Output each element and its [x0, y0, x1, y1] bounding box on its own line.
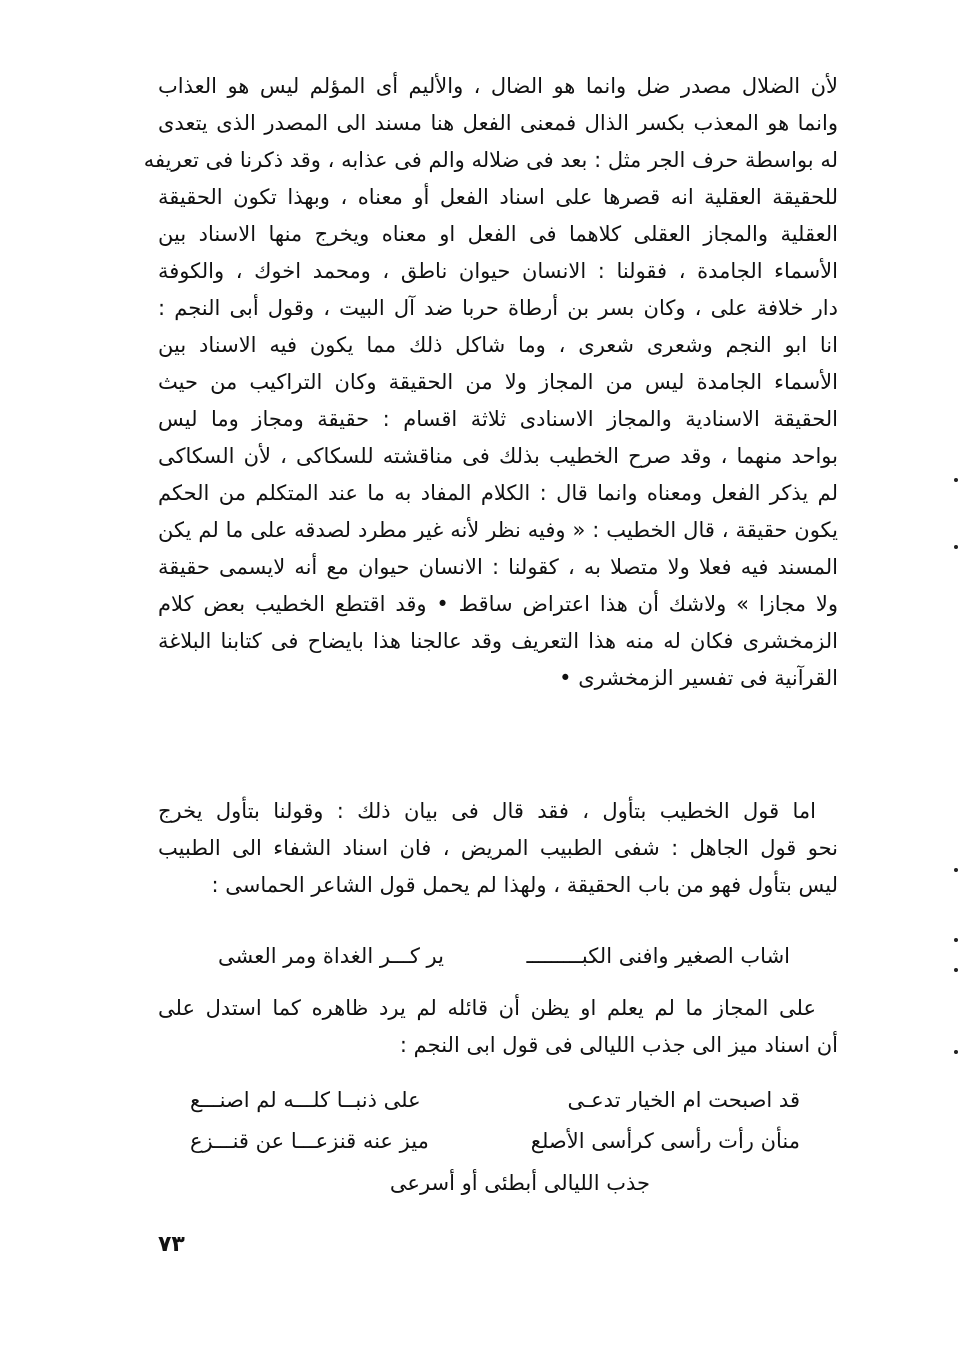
verse-2-line-2-first-hemistich: منأن رأت رأسى كرأسى الأصلع — [530, 1129, 800, 1153]
text-line: المسند فيه فعلا ولا متصلا به ، كقولنا : الانسان حيوان مع أنه لايسمى حقيقة — [158, 555, 838, 579]
text-line: ليس بتأول فهو من باب الحقيقة ، ولهذا لم يحمل قول الشاعر الحماسى : — [211, 873, 838, 897]
text-line: اما قول الخطيب بتأول ، فقد قال فى بيان ذلك : وقولنا بتأول يخرج — [158, 799, 816, 823]
text-line: لأن الضلال مصدر ضل وانما هو الضال ، والأليم أى المؤلم ليس هو العذاب — [158, 74, 838, 98]
text-line: القرآنية فى تفسير الزمخشرى • — [559, 666, 838, 690]
verse-1 — [150, 938, 790, 975]
text-line: الحقيقة الاسنادية والمجاز الاسنادى ثلاثة اقسام : حقيقة ومجاز وما ليس — [158, 407, 838, 431]
text-line: الزمخشرى فكان له منه هذا التعريف وقد عالجنا هذا بايضاح فى كتابنا البلاغة — [158, 629, 838, 653]
text-line: ولا مجازا » ولاشك أن هذا اعتراض ساقط • وقد اقتطع الخطيب بعض كلام — [158, 592, 838, 616]
text-line: انا ابو النجم وشعرى شعرى ، وما شاكل ذلك مما يكون فيه الاسناد بين — [158, 333, 838, 357]
verse-1-first-hemistich: اشاب الصغير وافنى الكبـــــــــ — [526, 944, 790, 968]
text-line: للحقيقة العقلية انه قصرها على اسناد الفعل أو معناه ، وبهذا تكون الحقيقة — [158, 185, 838, 209]
verse-2 — [150, 1082, 800, 1202]
text-line: أن اسناد ميز الى جذب الليالى فى قول ابى النجم : — [399, 1033, 838, 1057]
page-number: ٧٣ — [158, 1232, 185, 1257]
paragraph-1 — [143, 68, 838, 697]
text-line: لم يذكر الفعل ومعناه وانما قال : الكلام المفاد به ما عند المتكلم من الحكم — [158, 481, 838, 505]
text-line: بواحد منهما ، وقد صرح الخطيب بذلك فى مناقشته للسكاكى ، لأن السكاكى — [158, 444, 838, 468]
text-line: الأسماء الجامدة ليس من المجاز ولا من الحقيقة وكان التراكيب من حيث — [158, 370, 838, 394]
verse-2-line-2-second-hemistich: ميز عنه قنزعـــا عن قنـــزع — [190, 1129, 429, 1153]
margin-mark — [954, 1050, 958, 1054]
paragraph-3 — [158, 990, 838, 1064]
margin-mark — [954, 938, 958, 942]
text-line: على المجاز ما لم يعلم او يظن أن قائله لم يرد ظاهره كما استدل على — [158, 996, 816, 1020]
text-line: نحو قول الجاهل : شفى الطبيب المريض ، فان اسناد الشفاء الى الطبيب — [158, 836, 838, 860]
text-line: الأسماء الجامدة ، فقولنا : الانسان حيوان ناطق ، ومحمد اخوك ، والكوفة — [158, 259, 838, 283]
text-line: وانما هو المعذب بكسر الذال فمعنى الفعل هنا مسند الى المصدر الذى يتعدى — [158, 111, 838, 135]
margin-mark — [954, 868, 958, 872]
verse-2-line-1-first-hemistich: قد اصبحت ام الخيار تدعـى — [567, 1088, 800, 1112]
text-line: له بواسطة حرف الجر مثل : بعد فى ضلاله والم فى عذابه ، وقد ذكرنا فى تعريفه — [143, 148, 838, 172]
margin-mark — [954, 478, 958, 482]
verse-2-final-line: جذب الليالى أبطئى أو أسرعى — [389, 1171, 650, 1195]
paragraph-2 — [158, 793, 838, 904]
text-line: دار خلافة على ، وكان بسر بن أرطاة حربا ضد آل البيت ، وقول أبى النجم : — [158, 296, 838, 320]
verse-2-line-1-second-hemistich: على ذنبــا كلـــه لم اصنـــع — [190, 1088, 421, 1112]
margin-mark — [954, 968, 958, 972]
text-line: العقلية والمجاز العقلى كلاهما فى الفعل او معناه ويخرج منها الاسناد بين — [158, 222, 838, 246]
verse-1-second-hemistich: ير كـــر الغداة ومر العشى — [218, 944, 444, 968]
margin-mark — [954, 545, 958, 549]
text-line: يكون حقيقة ، قال الخطيب : « وفيه نظر لأنه غير مطرد لصدقه على ما لم يكن — [158, 518, 838, 542]
